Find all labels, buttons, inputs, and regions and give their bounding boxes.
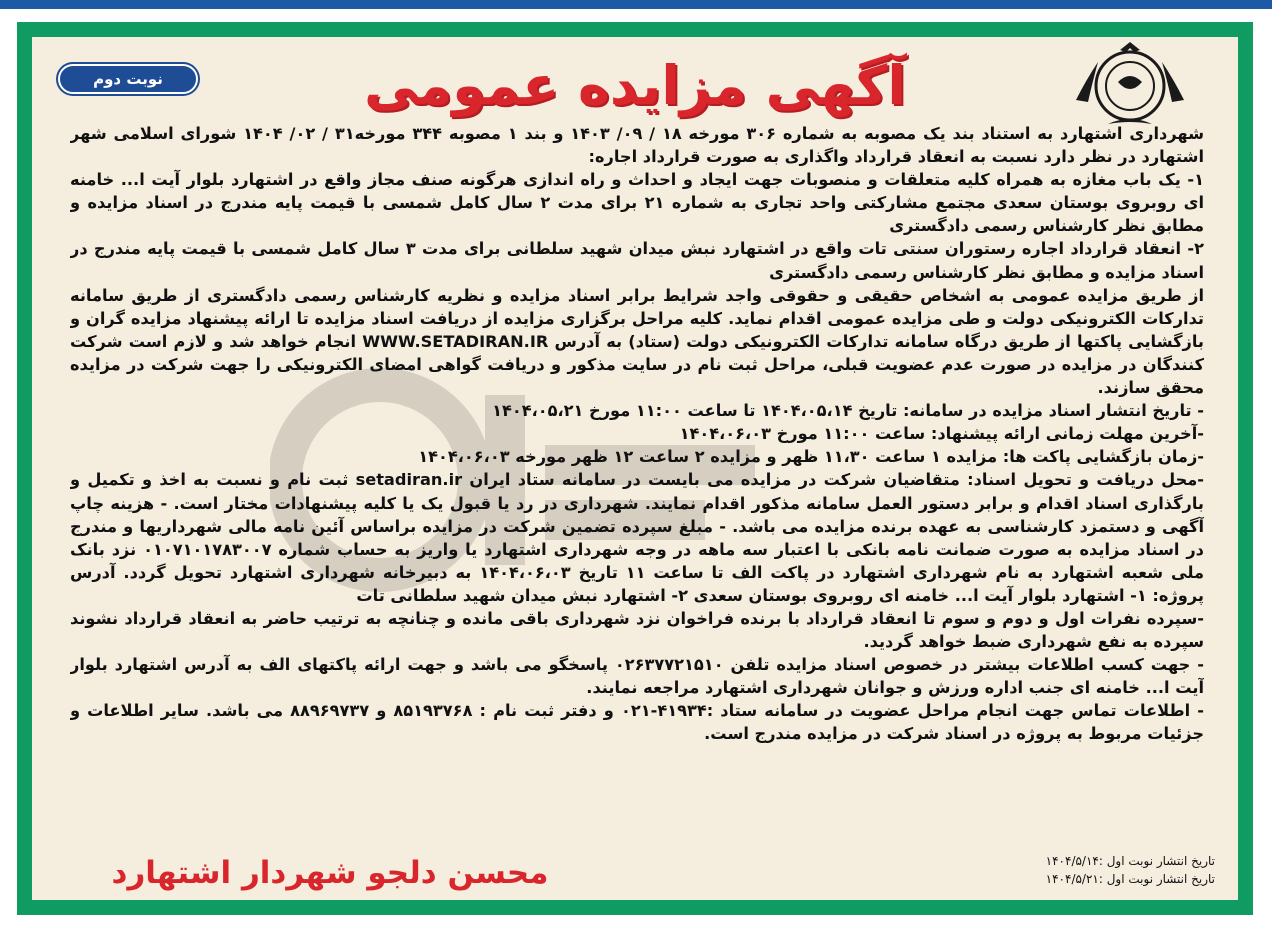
first-publication-date: تاریخ انتشار نوبت اول :۱۴۰۴/۵/۱۴ <box>1045 854 1215 868</box>
documents-paragraph: -محل دریافت و تحویل اسناد: متقاضیان شرکت در مزایده می بایست در سامانه ستاد ایران setadiran.ir ثبت نام و نسبت به اخذ و تکمیل و بارگذاری اسناد اقدام و برابر دستور العمل سامانه مذکور اقدام نمایند. شهرداری در رد یا قبول یک یا کلیه پیشنهادات مختار است. - هزینه چاپ آگهی و دستمزد کارشناسی به عهده برنده مزایده می باشد. - مبلغ سپرده تضمین شرکت در مزایده براساس آئین نامه مالی شهرداریها و مندرج در اسناد مزایده به صورت ضمانت نامه بانکی با اعتبار سه ماهه در وجه شهرداری اشتهارد یا واریز به حساب شماره ۰۱۰۷۱۰۱۷۸۳۰۰۷ نزد بانک ملی شعبه اشتهارد به نام شهرداری اشتهارد در پاکت الف تا ساعت ۱۱ تاریخ ۱۴۰۴،۰۶،۰۳ به دبیرخانه شهرداری اشتهارد تحویل گردد. آدرس پروژه: ۱- اشتهارد بلوار آیت ا... خامنه ای روبروی بوستان سعدی ۲- اشتهارد نبش میدان شهید سلطانی تات <box>70 470 1204 605</box>
deposit-paragraph: -سپرده نفرات اول و دوم و سوم تا انعقاد قرارداد با برنده فراخوان نزد شهرداری باقی مانده و چنانچه به ترتیب حاضر به انعقاد قرارداد نشوند سپرده به نفع شهرداری ضبط خواهد گردید. <box>70 608 1204 652</box>
notice-body <box>70 122 1204 852</box>
item-2-paragraph: ۲- انعقاد قرارداد اجاره رستوران سنتی تات واقع در اشتهارد نبش میدان شهید سلطانی برای مدت ۳ سال کامل شمسی با قیمت پایه مندرج در اسناد مزایده و مطابق نظر کارشناس رسمی دادگستری <box>70 239 1204 282</box>
deadline-line: -آخرین مهلت زمانی ارائه پیشنهاد: ساعت ۱۱:۰۰ مورخ ۱۴۰۴،۰۶،۰۳ <box>679 424 1204 444</box>
procedure-paragraph: از طریق مزایده عمومی به اشخاص حقیقی و حقوقی واجد شرایط برابر اسناد مزایده و نظریه کارشناس رسمی دادگستری از طریق سامانه تدارکات الکترونیکی دولت و طی مزایده عمومی اقدام نماید. کلیه مراحل برگزاری مزایده از دریافت اسناد مزایده تا ارائه پیشنهاد مزایده گران و بازگشایی پاکتها از طریق درگاه سامانه تدارکات الکترونیکی دولت (ستاد) به آدرس WWW.SETADIRAN.IR انجام خواهد شد و لازم است شرکت کنندگان در مزایده در صورت عدم عضویت قبلی، مراحل ثبت نام در سایت مذکور و دریافت گواهی امضای الکترونیکی را جهت شرکت در مزایده محقق سازند. <box>70 285 1204 398</box>
opening-time-line: -زمان بازگشایی پاکت ها: مزایده ۱ ساعت ۱۱،۳۰ ظهر و مزایده ۲ ساعت ۱۲ ظهر مورخه ۱۴۰۴،۰۶،۰۳ <box>418 447 1204 467</box>
second-publication-date: تاریخ انتشار نوبت اول :۱۴۰۴/۵/۲۱ <box>1045 872 1215 886</box>
item-1-paragraph: ۱- یک باب مغازه به همراه کلیه متعلقات و منصوبات جهت ایجاد و احداث و راه اندازی هرگونه صنف مجاز واقع در اشتهارد بلوار آیت ا... خامنه ای روبروی بوستان سعدی مجتمع مشارکتی واحد تجاری به شماره ۲۱ برای مدت ۲ سال کامل شمسی با قیمت پایه مندرج در اسناد مزایده و مطابق نظر کارشناس رسمی دادگستری <box>70 170 1204 236</box>
top-blue-bar <box>0 0 1272 9</box>
municipality-seal-icon <box>1068 40 1192 128</box>
intro-paragraph: شهرداری اشتهارد به استناد بند یک مصوبه به شماره ۳۰۶ مورخه ۱۸ / ۰۹/ ۱۴۰۳ و بند ۱ مصوبه ۳۴۴ مورخه۳۱ / ۰۲/ ۱۴۰۴ شورای اسلامی شهر اشتهارد در نظر دارد نسبت به انعقاد قرارداد واگذاری به صورت قرارداد اجاره: <box>70 124 1204 167</box>
mayor-signature: محسن دلجو شهردار اشتهارد <box>111 855 549 891</box>
publish-dates-line: - تاریخ انتشار اسناد مزایده در سامانه: تاریخ ۱۴۰۴،۰۵،۱۴ تا ساعت ۱۱:۰۰ مورخ ۱۴۰۴،۰۵،۲۱ <box>492 401 1204 421</box>
page-title: آگهی مزایده عمومی <box>364 54 906 117</box>
publication-dates <box>945 852 1215 888</box>
info-phone-paragraph: - جهت کسب اطلاعات بیشتر در خصوص اسناد مزایده تلفن ۰۲۶۳۷۷۲۱۵۱۰ پاسخگو می باشد و جهت ارائه پاکتهای الف به آدرس اشتهارد بلوار آیت ا... خامنه ای جنب اداره ورزش و جوانان شهرداری اشتهارد مراجعه نمایند. <box>70 655 1204 698</box>
second-round-badge: نوبت دوم <box>58 64 198 94</box>
contact-paragraph: - اطلاعات تماس جهت انجام مراحل عضویت در سامانه ستاد :۴۱۹۳۴-۰۲۱ و دفتر ثبت نام : ۸۵۱۹۳۷۶۸ و ۸۸۹۶۹۷۳۷ می باشد. سایر اطلاعات و جزئیات مربوط به پروژه در اسناد شرکت در مزایده مندرج است. <box>70 701 1204 744</box>
